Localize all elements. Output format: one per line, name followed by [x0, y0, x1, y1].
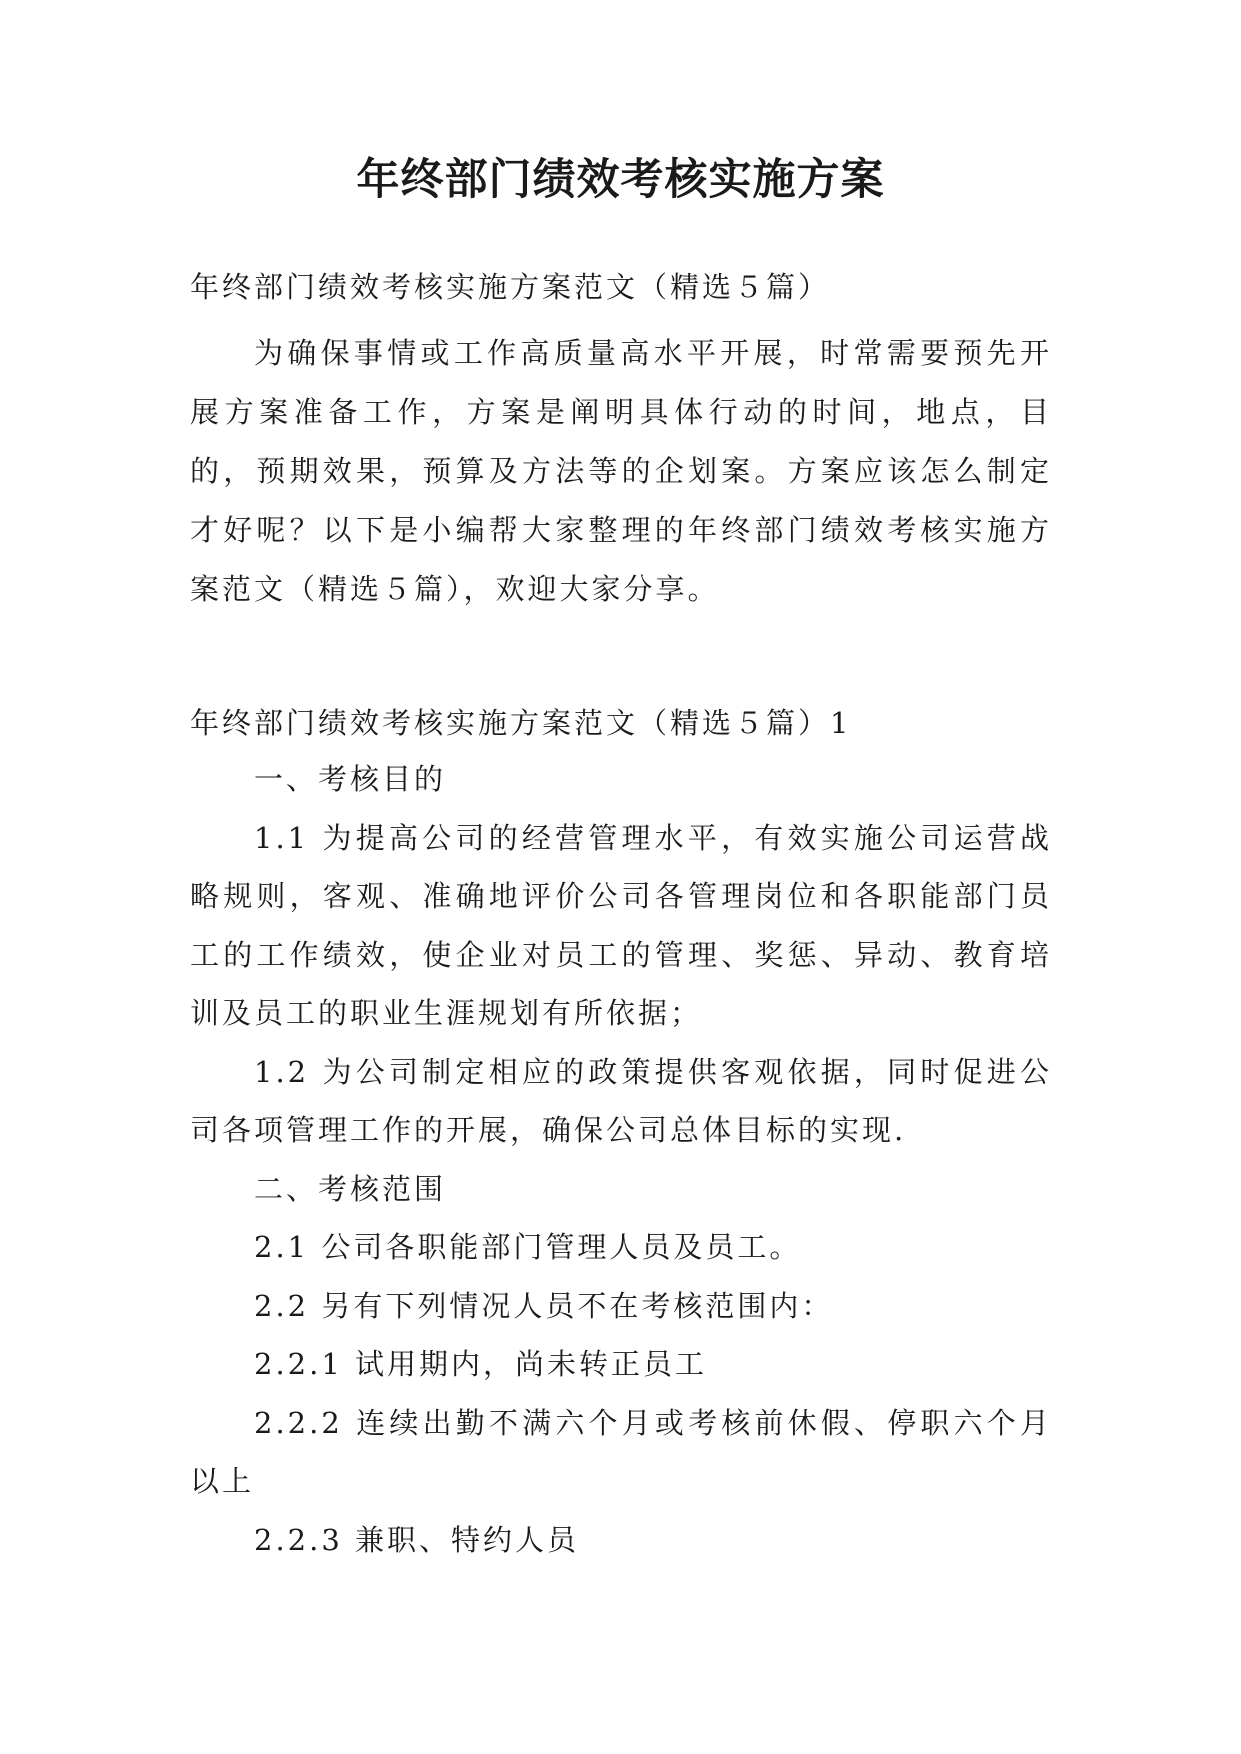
paragraph-1-1: 1.1 为提高公司的经营管理水平，有效实施公司运营战略规则，客观、准确地评价公司各管理岗位和各职能部门员工的工作绩效，使企业对员工的管理、奖惩、异动、教育培训及员工的职业生涯规划有所依据； — [190, 820, 1052, 1030]
heading-scope: 二、考核范围 — [254, 1171, 447, 1206]
section-content — [190, 750, 1052, 1569]
paragraph-2-2-3: 2.2.3 兼职、特约人员 — [254, 1522, 580, 1557]
page-title: 年终部门绩效考核实施方案 — [356, 155, 885, 205]
paragraph-2-2: 2.2 另有下列情况人员不在考核范围内： — [254, 1288, 834, 1323]
document-subtitle: 年终部门绩效考核实施方案范文（精选５篇） — [190, 270, 831, 304]
section-heading: 年终部门绩效考核实施方案范文（精选５篇）1 — [190, 706, 852, 740]
intro-paragraph: 为确保事情或工作高质量高水平开展，时常需要预先开展方案准备工作，方案是阐明具体行动的时间，地点，目的，预期效果，预算及方法等的企划案。方案应该怎么制定才好呢？以下是小编帮大家整理的年终部门绩效考核实施方案范文（精选５篇），欢迎大家分享。 — [190, 336, 1052, 606]
paragraph-2-2-2: 2.2.2 连续出勤不满六个月或考核前休假、停职六个月以上 — [190, 1405, 1052, 1498]
heading-purpose: 一、考核目的 — [254, 762, 447, 796]
paragraph-2-2-1: 2.2.1 试用期内，尚未转正员工 — [254, 1347, 708, 1381]
paragraph-1-2: 1.2 为公司制定相应的政策提供客观依据，同时促进公司各项管理工作的开展，确保公司总体目标的实现. — [190, 1054, 1052, 1147]
paragraph-2-1: 2.1 公司各职能部门管理人员及员工。 — [254, 1230, 802, 1264]
